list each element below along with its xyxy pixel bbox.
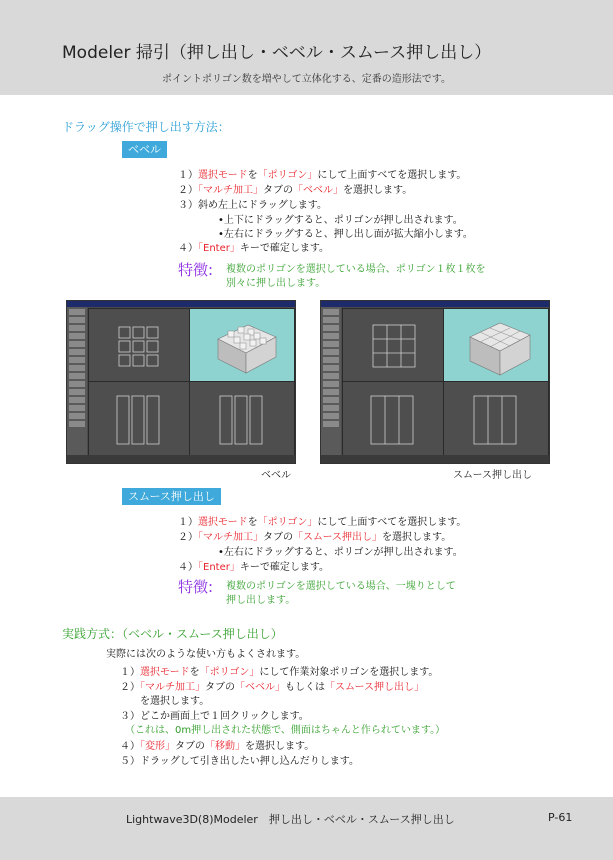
bevel-feature-line-2: 別々に押し出します。 (226, 278, 326, 289)
step-text-segment: 「変形」 (140, 741, 175, 752)
bevel-step-line (178, 166, 466, 181)
page-title: Modeler 掃引（押し出し・ベベル・スムース押し出し） (62, 43, 492, 63)
step-text-segment: を選択します。 (120, 696, 210, 707)
step-text-segment: ２） (178, 532, 198, 543)
practice-step-line (120, 663, 438, 678)
step-text-segment: 「移動」 (205, 741, 245, 752)
bevel-step-line (178, 211, 463, 226)
smooth-feature-line-2: 押し出します。 (226, 595, 296, 606)
step-text-segment: １） (120, 667, 140, 678)
step-text-segment: （これは、0m押し出された状態で、側面はちゃんと作られています。） (120, 725, 446, 736)
step-text-segment: キーで確定します。 (239, 562, 330, 573)
bevel-screenshot (66, 300, 296, 464)
step-text-segment: タブの (175, 741, 205, 752)
step-text-segment: を選択します。 (382, 532, 452, 543)
step-text-segment: 「ポリゴン」 (257, 170, 318, 181)
step-text-segment: ３）斜め左上にドラッグします。 (178, 200, 327, 211)
smooth-extrude-tag: スムース押し出し (122, 488, 221, 505)
bevel-feature-line-1: 複数のポリゴンを選択している場合、ポリゴン１枚１枚を (226, 264, 486, 275)
step-text-segment: 「スムース押出し」 (293, 532, 382, 543)
footer-band (0, 797, 613, 860)
step-text-segment: •左右にドラッグすると、ポリゴンが押し出されます。 (178, 547, 463, 558)
step-text-segment: にして上面すべてを選択します。 (317, 170, 467, 181)
step-text-segment: 「ベベル」 (293, 185, 343, 196)
bevel-step-line (178, 181, 412, 196)
step-text-segment: 選択モード (140, 667, 190, 678)
practice-step-line (120, 752, 359, 767)
step-text-segment: にして上面すべてを選択します。 (317, 517, 467, 528)
step-text-segment: を (247, 170, 258, 181)
bevel-tag: ベベル (122, 141, 167, 158)
practice-step-line (120, 678, 424, 693)
page-subtitle: ポイントポリゴン数を増やして立体化する、定番の造形法です。 (162, 74, 451, 85)
bevel-feature-label: 特徴: (178, 261, 214, 279)
smooth-step-line (178, 543, 463, 558)
section-title-drag: ドラッグ操作で押し出す方法： (62, 120, 230, 134)
practice-intro: 実際には次のような使い方もよくされます。 (106, 649, 306, 660)
step-text-segment: ２） (120, 682, 140, 693)
smooth-extrude-caption: スムース押し出し (453, 470, 532, 481)
step-text-segment: ２） (178, 185, 198, 196)
bevel-caption: ベベル (261, 470, 291, 481)
step-text-segment: ５）ドラッグして引き出したい押し込んだりします。 (120, 756, 359, 767)
practice-step-line (120, 707, 309, 722)
step-text-segment: •左右にドラッグすると、押し出し面が拡大縮小します。 (178, 229, 473, 240)
smooth-step-line (178, 513, 466, 528)
step-text-segment: タブの (263, 532, 293, 543)
page-number: P-61 (548, 811, 573, 824)
step-text-segment: 「Enter」 (198, 562, 240, 573)
step-text-segment: 選択モード (198, 517, 248, 528)
step-text-segment: タブの (205, 682, 235, 693)
step-text-segment: １） (178, 170, 198, 181)
step-text-segment: 「ベベル」 (235, 682, 285, 693)
step-text-segment: •上下にドラッグすると、ポリゴンが押し出されます。 (178, 215, 463, 226)
step-text-segment: 「Enter」 (198, 243, 240, 254)
step-text-segment: 選択モード (198, 170, 248, 181)
step-text-segment: 「スムース押し出し」 (325, 682, 424, 693)
practice-step-line (120, 692, 209, 707)
bevel-step-line (178, 196, 327, 211)
step-text-segment: ４） (120, 741, 140, 752)
section-title-practice: 実践方式：（ベベル・スムース押し出し） (62, 627, 283, 641)
step-text-segment: 「マルチ加工」 (198, 532, 263, 543)
step-text-segment: もしくは (285, 682, 325, 693)
smooth-step-line (178, 528, 451, 543)
smooth-feature-label: 特徴: (178, 578, 214, 596)
step-text-segment: 「ポリゴン」 (257, 517, 318, 528)
smooth-feature-line-1: 複数のポリゴンを選択している場合、一塊りとして (226, 581, 456, 592)
step-text-segment: ３）どこか画面上で１回クリックします。 (120, 711, 309, 722)
bevel-step-line (178, 239, 329, 254)
step-text-segment: タブの (263, 185, 293, 196)
bevel-step-line (178, 225, 473, 240)
practice-step-line (120, 721, 445, 736)
step-text-segment: キーで確定します。 (239, 243, 330, 254)
step-text-segment: にして作業対象ポリゴンを選択します。 (259, 667, 439, 678)
step-text-segment: を (247, 517, 258, 528)
smooth-step-line (178, 558, 329, 573)
practice-step-line (120, 737, 314, 752)
step-text-segment: を (189, 667, 200, 678)
step-text-segment: ４） (178, 243, 198, 254)
footer-text: Lightwave3D(8)Modeler 押し出し・ベベル・スムース押し出し (126, 813, 455, 826)
step-text-segment: を選択します。 (245, 741, 315, 752)
step-text-segment: 「マルチ加工」 (198, 185, 263, 196)
step-text-segment: 「ポリゴン」 (199, 667, 260, 678)
smooth-extrude-screenshot (320, 300, 550, 464)
step-text-segment: ４） (178, 562, 198, 573)
step-text-segment: を選択します。 (343, 185, 413, 196)
step-text-segment: １） (178, 517, 198, 528)
step-text-segment: 「マルチ加工」 (140, 682, 205, 693)
